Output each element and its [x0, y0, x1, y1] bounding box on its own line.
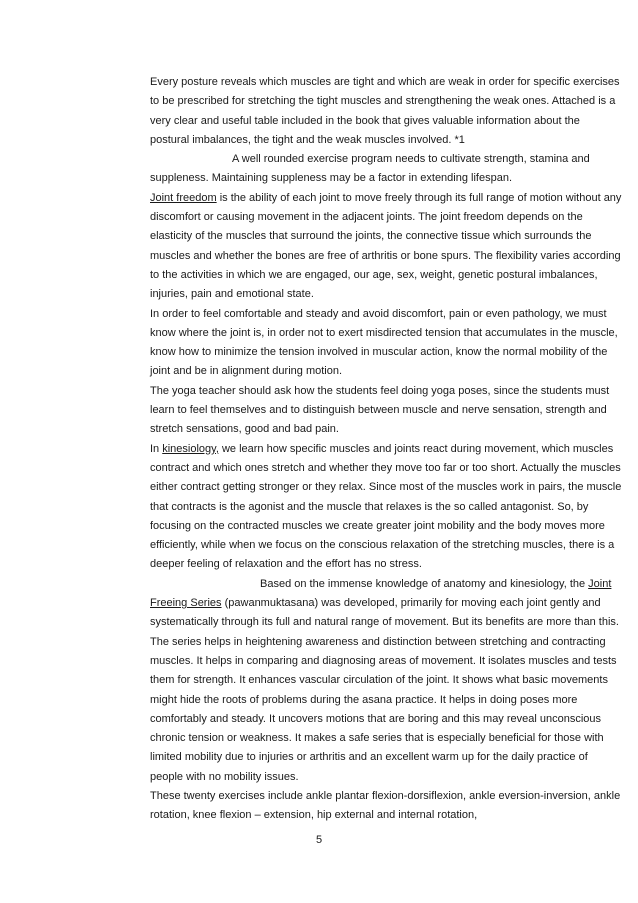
joint-freedom-text: is the ability of each joint to move freely through its full range of motion without any discomfort or causing movement in the adjacent joints. The joint freedom depends on the elasticity of the muscles that surround the joints, the connective tissue which surrounds the muscles and whether the bones are free of arthritis or bone spurs. The flexibility varies according to the activities in which we are engaged, our age, sex, weight, genetic postural imbalances, injuries, pain and emotional state.	[150, 191, 622, 301]
joint-freeing-prefix: Based on the immense knowledge of anatomy and kinesiology, the	[260, 577, 589, 590]
paragraph-kinesiology	[150, 440, 622, 575]
kinesiology-text: we learn how specific muscles and joints react during movement, which muscles contract and which ones stretch and whether they move too far or too short. Actually the muscles either contract getting stronger or they relax. Since most of the muscles work in pairs, the muscle that contracts is the agonist and the muscle that relaxes is the so called antagonist. So, by focusing on the contracted muscles we create greater joint mobility and the body moves more efficiently, while when we focus on the conscious relaxation of the stretching muscles, there is a deeper feeling of relaxation and the effort has no stress.	[150, 442, 622, 571]
joint-freeing-series-link[interactable]: Joint Freeing Series	[150, 577, 612, 610]
kinesiology-link[interactable]: kinesiology,	[162, 442, 219, 455]
paragraph-yoga-teacher: The yoga teacher should ask how the students feel doing yoga poses, since the students must learn to feel themselves and to distinguish between muscle and nerve sensation, strength and stretch sensations, good and bad pain.	[150, 384, 610, 436]
kinesiology-prefix: In	[150, 442, 163, 455]
paragraph-joint-freeing-series	[150, 575, 622, 787]
body-text	[150, 73, 622, 826]
joint-freeing-text: (pawanmuktasana) was developed, primarily for moving each joint gently and systematically through its full and natural range of movement. But its benefits are more than this. The series helps in heightening awareness and distinction between stretching and contracting muscles. It helps in comparing and diagnosing areas of movement. It isolates muscles and tests them for strength. It enhances vascular circulation of the joint. It shows what basic movements might hide the roots of problems during the asana practice. It helps in doing poses more comfortably and steady. It uncovers motions that are boring and this may reveal unconscious chronic tension or weakness. It makes a safe series that is especially beneficial for those with limited mobility due to injuries or arthritis and an excellent warm up for the daily practice of people with no mobility issues.	[150, 597, 619, 783]
paragraph-twenty-exercises: These twenty exercises include ankle plantar flexion-dorsiflexion, ankle eversion-inversion, ankle rotation, knee flexion – extension, hip external and internal rotation,	[150, 789, 621, 822]
page-number: 5	[315, 834, 323, 846]
joint-freedom-link[interactable]: Joint freedom	[150, 191, 217, 204]
paragraph-comfort: In order to feel comfortable and steady and avoid discomfort, pain or even pathology, we must know where the joint is, in order not to exert misdirected tension that accumulates in the muscle, know how to minimize the tension involved in muscular action, know the normal mobility of the joint and be in alignment during motion.	[150, 307, 618, 378]
paragraph-exercise-program: A well rounded exercise program needs to cultivate strength, stamina and suppleness. Maintaining suppleness may be a factor in extending lifespan.	[150, 153, 590, 185]
paragraph-postures: Every posture reveals which muscles are tight and which are weak in order for specific exercises to be prescribed for stretching the tight muscles and strengthening the weak ones. Attached is a very clear and useful table included in the book that gives valuable information about the postural imbalances, the tight and the weak muscles involved. *1	[150, 76, 620, 146]
paragraph-joint-freedom	[150, 189, 622, 305]
